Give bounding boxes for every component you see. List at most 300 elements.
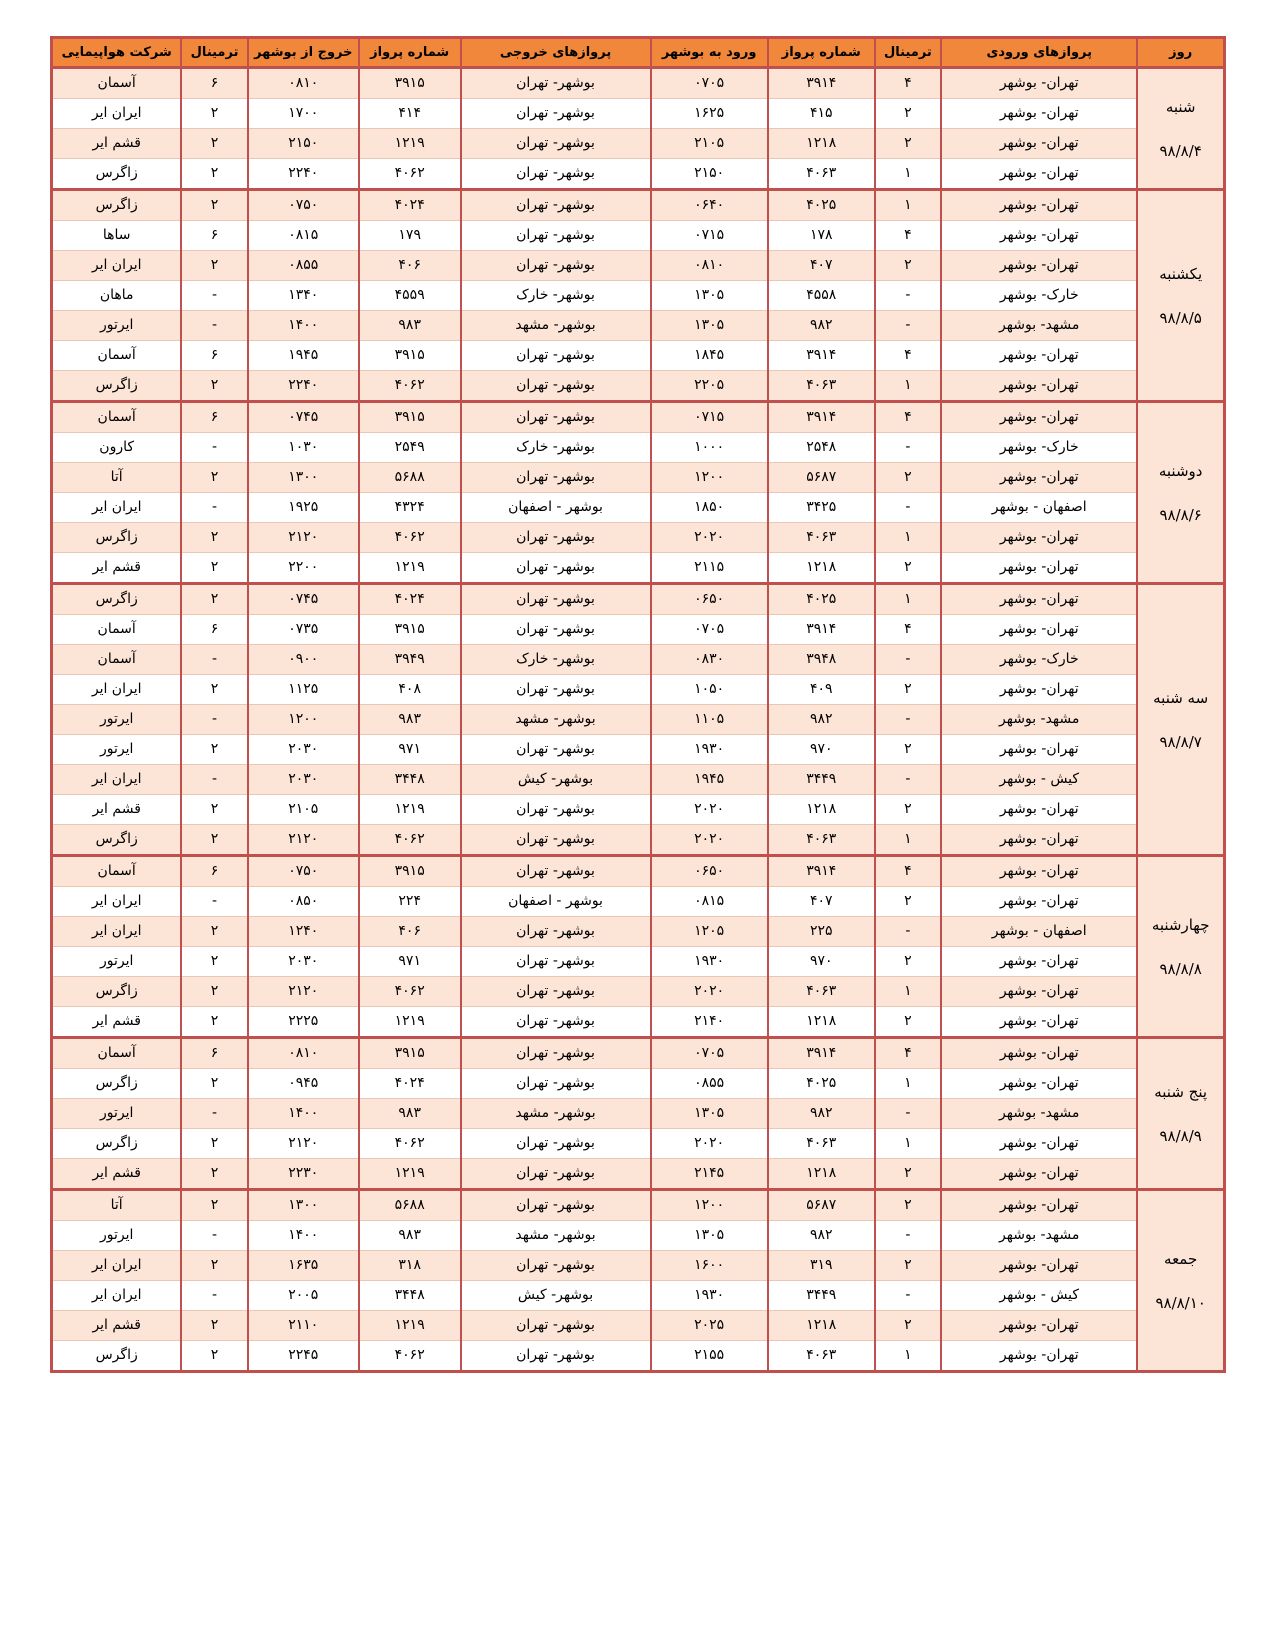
departure-flight-number-cell: ۵۶۸۸ [359,1190,461,1221]
departure-time-cell: ۲۱۲۰ [248,977,359,1007]
departure-time-cell: ۲۱۲۰ [248,1129,359,1159]
arrival-flight-number-cell: ۴۰۲۵ [768,190,875,221]
arrival-route-cell: تهران- بوشهر [941,341,1137,371]
airline-cell: آسمان [52,615,182,645]
arrival-route-cell: تهران- بوشهر [941,675,1137,705]
arrival-time-cell: ۱۹۳۰ [651,947,768,977]
departure-route-cell: بوشهر- کیش [461,765,651,795]
departure-time-cell: ۱۳۰۰ [248,1190,359,1221]
departure-route-cell: بوشهر- کیش [461,1281,651,1311]
airline-cell: ایران ایر [52,887,182,917]
departure-route-cell: بوشهر- تهران [461,977,651,1007]
table-row [52,523,1225,553]
arrival-flight-number-cell: ۳۹۱۴ [768,615,875,645]
departure-route-cell: بوشهر- تهران [461,129,651,159]
arrival-route-cell: خارک- بوشهر [941,433,1137,463]
table-row [52,311,1225,341]
day-date: ۹۸/۸/۹ [1159,1126,1202,1145]
airline-cell: زاگرس [52,1129,182,1159]
airline-cell: ساها [52,221,182,251]
departure-flight-number-cell: ۴۰۸ [359,675,461,705]
arrival-route-cell: خارک- بوشهر [941,645,1137,675]
table-row [52,159,1225,190]
departure-time-cell: ۰۹۴۵ [248,1069,359,1099]
departure-terminal-cell: - [181,887,247,917]
arrival-terminal-cell: ۲ [875,251,941,281]
departure-route-cell: بوشهر- تهران [461,553,651,584]
departure-route-cell: بوشهر- تهران [461,675,651,705]
airline-cell: ایرتور [52,705,182,735]
departure-terminal-cell: ۲ [181,159,247,190]
arrival-terminal-cell: - [875,765,941,795]
departure-time-cell: ۰۸۱۰ [248,1038,359,1069]
table-row [52,463,1225,493]
table-row [52,402,1225,433]
airline-cell: آسمان [52,341,182,371]
table-row [52,856,1225,887]
departure-flight-number-cell: ۳۹۱۵ [359,1038,461,1069]
departure-terminal-cell: ۲ [181,553,247,584]
arrival-time-cell: ۲۰۲۰ [651,977,768,1007]
departure-terminal-cell: ۲ [181,795,247,825]
departure-route-cell: بوشهر- مشهد [461,1099,651,1129]
departure-terminal-cell: - [181,645,247,675]
arrival-time-cell: ۰۷۱۵ [651,221,768,251]
departure-terminal-cell: ۲ [181,825,247,856]
arrival-flight-number-cell: ۹۸۲ [768,1221,875,1251]
arrival-flight-number-cell: ۹۷۰ [768,947,875,977]
header-row [52,38,1225,68]
arrival-time-cell: ۰۷۰۵ [651,1038,768,1069]
arrival-terminal-cell: ۲ [875,1190,941,1221]
departure-flight-number-cell: ۹۷۱ [359,735,461,765]
arrival-flight-number-cell: ۹۷۰ [768,735,875,765]
arrival-time-cell: ۱۰۰۰ [651,433,768,463]
departure-flight-number-cell: ۴۰۶۲ [359,159,461,190]
arrival-flight-number-cell: ۱۷۸ [768,221,875,251]
arrival-time-cell: ۱۹۳۰ [651,735,768,765]
arrival-time-cell: ۱۳۰۵ [651,1099,768,1129]
departure-terminal-cell: - [181,281,247,311]
departure-terminal-cell: - [181,1281,247,1311]
airline-cell: آسمان [52,856,182,887]
arrival-route-cell: تهران- بوشهر [941,523,1137,553]
departure-route-cell: بوشهر- تهران [461,221,651,251]
departure-route-cell: بوشهر- تهران [461,99,651,129]
table-row [52,1221,1225,1251]
departure-terminal-cell: ۲ [181,99,247,129]
departure-route-cell: بوشهر- تهران [461,1311,651,1341]
departure-route-cell: بوشهر- تهران [461,341,651,371]
arrival-route-cell: مشهد- بوشهر [941,705,1137,735]
arrival-route-cell: تهران- بوشهر [941,371,1137,402]
table-row [52,1341,1225,1372]
airline-cell: ایران ایر [52,765,182,795]
departure-route-cell: بوشهر- تهران [461,251,651,281]
arrival-flight-number-cell: ۳۴۴۹ [768,1281,875,1311]
departure-route-cell: بوشهر- تهران [461,1038,651,1069]
airline-cell: آسمان [52,402,182,433]
departure-time-cell: ۱۹۴۵ [248,341,359,371]
arrival-flight-number-cell: ۲۲۵ [768,917,875,947]
departure-time-cell: ۲۲۴۰ [248,159,359,190]
departure-terminal-cell: - [181,433,247,463]
table-row [52,1311,1225,1341]
arrival-terminal-cell: - [875,645,941,675]
departure-terminal-cell: - [181,493,247,523]
day-date: ۹۸/۸/۷ [1159,732,1202,751]
arrival-terminal-cell: - [875,311,941,341]
departure-route-cell: بوشهر- خارک [461,281,651,311]
arrival-terminal-cell: ۱ [875,1129,941,1159]
day-name: شنبه [1165,97,1196,116]
header-departure-flight-number: شماره پرواز [359,38,461,68]
arrival-flight-number-cell: ۴۰۲۵ [768,1069,875,1099]
departure-time-cell: ۱۹۲۵ [248,493,359,523]
departure-flight-number-cell: ۴۱۴ [359,99,461,129]
departure-terminal-cell: ۲ [181,917,247,947]
departure-time-cell: ۱۲۴۰ [248,917,359,947]
arrival-terminal-cell: ۲ [875,463,941,493]
departure-flight-number-cell: ۹۸۳ [359,705,461,735]
arrival-route-cell: تهران- بوشهر [941,190,1137,221]
departure-flight-number-cell: ۵۶۸۸ [359,463,461,493]
departure-flight-number-cell: ۴۰۶ [359,917,461,947]
arrival-time-cell: ۰۸۳۰ [651,645,768,675]
arrival-time-cell: ۰۷۱۵ [651,402,768,433]
departure-flight-number-cell: ۳۹۱۵ [359,68,461,99]
airline-cell: ایرتور [52,311,182,341]
airline-cell: ایرتور [52,1221,182,1251]
airline-cell: زاگرس [52,1341,182,1372]
departure-terminal-cell: ۶ [181,68,247,99]
departure-flight-number-cell: ۳۱۸ [359,1251,461,1281]
table-row [52,553,1225,584]
departure-flight-number-cell: ۱۲۱۹ [359,1159,461,1190]
departure-terminal-cell: - [181,705,247,735]
arrival-flight-number-cell: ۱۲۱۸ [768,1311,875,1341]
departure-flight-number-cell: ۹۸۳ [359,1221,461,1251]
departure-route-cell: بوشهر- تهران [461,190,651,221]
table-row [52,1069,1225,1099]
arrival-terminal-cell: - [875,1281,941,1311]
departure-route-cell: بوشهر- تهران [461,1069,651,1099]
departure-route-cell: بوشهر- تهران [461,856,651,887]
departure-flight-number-cell: ۹۷۱ [359,947,461,977]
arrival-time-cell: ۲۰۲۰ [651,1129,768,1159]
departure-time-cell: ۲۱۲۰ [248,523,359,553]
arrival-terminal-cell: ۱ [875,977,941,1007]
departure-route-cell: بوشهر- تهران [461,1007,651,1038]
table-row [52,493,1225,523]
departure-flight-number-cell: ۳۹۱۵ [359,341,461,371]
arrival-terminal-cell: - [875,1221,941,1251]
arrival-time-cell: ۲۱۴۵ [651,1159,768,1190]
table-row [52,371,1225,402]
table-row [52,1159,1225,1190]
arrival-terminal-cell: ۴ [875,615,941,645]
arrival-flight-number-cell: ۳۹۱۴ [768,856,875,887]
table-row [52,129,1225,159]
airline-cell: قشم ایر [52,795,182,825]
departure-terminal-cell: - [181,1221,247,1251]
arrival-route-cell: تهران- بوشهر [941,251,1137,281]
arrival-route-cell: تهران- بوشهر [941,1129,1137,1159]
arrival-terminal-cell: - [875,705,941,735]
table-row [52,1251,1225,1281]
arrival-terminal-cell: ۲ [875,1251,941,1281]
arrival-route-cell: تهران- بوشهر [941,159,1137,190]
arrival-flight-number-cell: ۴۰۷ [768,887,875,917]
departure-time-cell: ۲۲۳۰ [248,1159,359,1190]
airline-cell: آسمان [52,1038,182,1069]
airline-cell: ایران ایر [52,99,182,129]
airline-cell: آتا [52,463,182,493]
departure-terminal-cell: ۲ [181,947,247,977]
arrival-time-cell: ۱۹۳۰ [651,1281,768,1311]
departure-flight-number-cell: ۹۸۳ [359,311,461,341]
arrival-flight-number-cell: ۴۰۶۳ [768,1129,875,1159]
arrival-flight-number-cell: ۹۸۲ [768,705,875,735]
arrival-terminal-cell: - [875,493,941,523]
departure-route-cell: بوشهر- تهران [461,68,651,99]
departure-flight-number-cell: ۴۰۲۴ [359,1069,461,1099]
arrival-terminal-cell: - [875,917,941,947]
table-row [52,584,1225,615]
arrival-flight-number-cell: ۳۴۴۹ [768,765,875,795]
arrival-route-cell: تهران- بوشهر [941,1069,1137,1099]
departure-time-cell: ۰۷۴۵ [248,584,359,615]
arrival-flight-number-cell: ۴۰۶۳ [768,371,875,402]
arrival-route-cell: تهران- بوشهر [941,795,1137,825]
departure-time-cell: ۱۳۰۰ [248,463,359,493]
arrival-route-cell: تهران- بوشهر [941,887,1137,917]
arrival-terminal-cell: ۱ [875,1069,941,1099]
departure-time-cell: ۲۱۰۵ [248,795,359,825]
departure-route-cell: بوشهر - اصفهان [461,887,651,917]
departure-terminal-cell: ۶ [181,615,247,645]
departure-terminal-cell: ۲ [181,129,247,159]
departure-flight-number-cell: ۱۲۱۹ [359,795,461,825]
departure-flight-number-cell: ۱۲۱۹ [359,1311,461,1341]
departure-terminal-cell: ۲ [181,735,247,765]
departure-time-cell: ۱۲۰۰ [248,705,359,735]
departure-time-cell: ۱۷۰۰ [248,99,359,129]
arrival-terminal-cell: ۴ [875,221,941,251]
departure-terminal-cell: ۲ [181,1159,247,1190]
departure-route-cell: بوشهر- تهران [461,1190,651,1221]
airline-cell: قشم ایر [52,1159,182,1190]
departure-time-cell: ۰۷۵۰ [248,190,359,221]
departure-terminal-cell: ۲ [181,371,247,402]
departure-terminal-cell: ۲ [181,675,247,705]
table-row [52,341,1225,371]
departure-route-cell: بوشهر- تهران [461,1159,651,1190]
day-cell [1137,584,1224,856]
arrival-terminal-cell: ۱ [875,523,941,553]
arrival-terminal-cell: ۱ [875,825,941,856]
departure-time-cell: ۲۲۲۵ [248,1007,359,1038]
departure-route-cell: بوشهر- تهران [461,584,651,615]
arrival-terminal-cell: ۲ [875,947,941,977]
departure-route-cell: بوشهر- تهران [461,917,651,947]
departure-route-cell: بوشهر- تهران [461,947,651,977]
departure-time-cell: ۱۴۰۰ [248,311,359,341]
arrival-flight-number-cell: ۴۰۶۳ [768,159,875,190]
departure-time-cell: ۰۹۰۰ [248,645,359,675]
departure-terminal-cell: ۶ [181,402,247,433]
arrival-flight-number-cell: ۵۶۸۷ [768,463,875,493]
arrival-time-cell: ۲۰۲۰ [651,523,768,553]
arrival-time-cell: ۱۶۰۰ [651,1251,768,1281]
arrival-time-cell: ۰۸۱۵ [651,887,768,917]
arrival-route-cell: تهران- بوشهر [941,99,1137,129]
arrival-flight-number-cell: ۳۱۹ [768,1251,875,1281]
arrival-route-cell: خارک- بوشهر [941,281,1137,311]
departure-terminal-cell: ۲ [181,1190,247,1221]
arrival-flight-number-cell: ۳۹۴۸ [768,645,875,675]
day-date: ۹۸/۸/۵ [1159,308,1202,327]
table-row [52,1099,1225,1129]
table-row [52,615,1225,645]
table-row [52,190,1225,221]
departure-route-cell: بوشهر- تهران [461,795,651,825]
arrival-flight-number-cell: ۱۲۱۸ [768,553,875,584]
departure-terminal-cell: ۲ [181,1069,247,1099]
table-row [52,887,1225,917]
arrival-terminal-cell: ۴ [875,856,941,887]
table-row [52,765,1225,795]
day-cell [1137,402,1224,584]
table-row [52,675,1225,705]
arrival-flight-number-cell: ۳۴۲۵ [768,493,875,523]
arrival-route-cell: تهران- بوشهر [941,1038,1137,1069]
departure-flight-number-cell: ۴۰۶۲ [359,825,461,856]
arrival-route-cell: تهران- بوشهر [941,1251,1137,1281]
departure-time-cell: ۲۰۳۰ [248,765,359,795]
arrival-route-cell: تهران- بوشهر [941,856,1137,887]
airline-cell: زاگرس [52,584,182,615]
arrival-terminal-cell: ۲ [875,1311,941,1341]
departure-route-cell: بوشهر - اصفهان [461,493,651,523]
arrival-flight-number-cell: ۴۱۵ [768,99,875,129]
header-departure-time: خروج از بوشهر [248,38,359,68]
arrival-route-cell: تهران- بوشهر [941,615,1137,645]
arrival-route-cell: کیش - بوشهر [941,1281,1137,1311]
airline-cell: زاگرس [52,977,182,1007]
arrival-terminal-cell: - [875,433,941,463]
table-row [52,917,1225,947]
arrival-terminal-cell: ۱ [875,1341,941,1372]
table-row [52,221,1225,251]
airline-cell: زاگرس [52,825,182,856]
departure-time-cell: ۰۸۱۰ [248,68,359,99]
airline-cell: قشم ایر [52,129,182,159]
departure-time-cell: ۰۸۵۰ [248,887,359,917]
departure-time-cell: ۲۱۲۰ [248,825,359,856]
departure-flight-number-cell: ۴۰۶۲ [359,1341,461,1372]
arrival-terminal-cell: ۴ [875,68,941,99]
departure-flight-number-cell: ۱۲۱۹ [359,553,461,584]
arrival-route-cell: تهران- بوشهر [941,735,1137,765]
departure-flight-number-cell: ۳۹۱۵ [359,615,461,645]
departure-time-cell: ۲۱۱۰ [248,1311,359,1341]
arrival-route-cell: تهران- بوشهر [941,825,1137,856]
arrival-time-cell: ۱۹۴۵ [651,765,768,795]
table-row [52,825,1225,856]
header-day: روز [1137,38,1224,68]
departure-route-cell: بوشهر- تهران [461,735,651,765]
table-row [52,1190,1225,1221]
departure-flight-number-cell: ۳۹۱۵ [359,402,461,433]
departure-route-cell: بوشهر- تهران [461,1341,651,1372]
arrival-route-cell: تهران- بوشهر [941,129,1137,159]
arrival-flight-number-cell: ۹۸۲ [768,311,875,341]
arrival-flight-number-cell: ۱۲۱۸ [768,1159,875,1190]
day-date: ۹۸/۸/۴ [1159,141,1202,160]
departure-flight-number-cell: ۴۰۶۲ [359,371,461,402]
arrival-time-cell: ۲۰۲۰ [651,825,768,856]
departure-time-cell: ۱۳۴۰ [248,281,359,311]
airline-cell: ایران ایر [52,1281,182,1311]
arrival-time-cell: ۱۱۰۵ [651,705,768,735]
arrival-time-cell: ۰۷۰۵ [651,615,768,645]
airline-cell: ایران ایر [52,675,182,705]
arrival-time-cell: ۲۱۵۰ [651,159,768,190]
airline-cell: زاگرس [52,371,182,402]
table-row [52,281,1225,311]
table-row [52,1129,1225,1159]
airline-cell: قشم ایر [52,553,182,584]
departure-time-cell: ۲۰۰۵ [248,1281,359,1311]
flight-schedule-table [50,36,1226,1373]
airline-cell: کارون [52,433,182,463]
airline-cell: ایرتور [52,947,182,977]
departure-terminal-cell: ۲ [181,251,247,281]
table-row [52,645,1225,675]
table-row [52,99,1225,129]
departure-flight-number-cell: ۹۸۳ [359,1099,461,1129]
table-row [52,947,1225,977]
arrival-terminal-cell: ۱ [875,159,941,190]
arrival-route-cell: تهران- بوشهر [941,1311,1137,1341]
departure-route-cell: بوشهر- تهران [461,1129,651,1159]
arrival-route-cell: تهران- بوشهر [941,977,1137,1007]
departure-flight-number-cell: ۳۹۴۹ [359,645,461,675]
arrival-time-cell: ۰۶۴۰ [651,190,768,221]
arrival-time-cell: ۲۰۲۵ [651,1311,768,1341]
departure-flight-number-cell: ۲۲۴ [359,887,461,917]
departure-terminal-cell: ۲ [181,523,247,553]
table-row [52,1038,1225,1069]
day-cell [1137,856,1224,1038]
arrival-flight-number-cell: ۴۰۷ [768,251,875,281]
arrival-route-cell: تهران- بوشهر [941,1190,1137,1221]
arrival-terminal-cell: ۱ [875,190,941,221]
departure-terminal-cell: ۲ [181,977,247,1007]
arrival-time-cell: ۱۲۰۰ [651,1190,768,1221]
day-name: جمعه [1164,1249,1198,1268]
arrival-route-cell: تهران- بوشهر [941,402,1137,433]
airline-cell: آسمان [52,68,182,99]
departure-route-cell: بوشهر- تهران [461,371,651,402]
departure-route-cell: بوشهر- تهران [461,615,651,645]
arrival-flight-number-cell: ۲۵۴۸ [768,433,875,463]
header-arrival-terminal: ترمینال [875,38,941,68]
departure-flight-number-cell: ۲۵۴۹ [359,433,461,463]
day-name: پنج شنبه [1154,1082,1208,1101]
airline-cell: ماهان [52,281,182,311]
